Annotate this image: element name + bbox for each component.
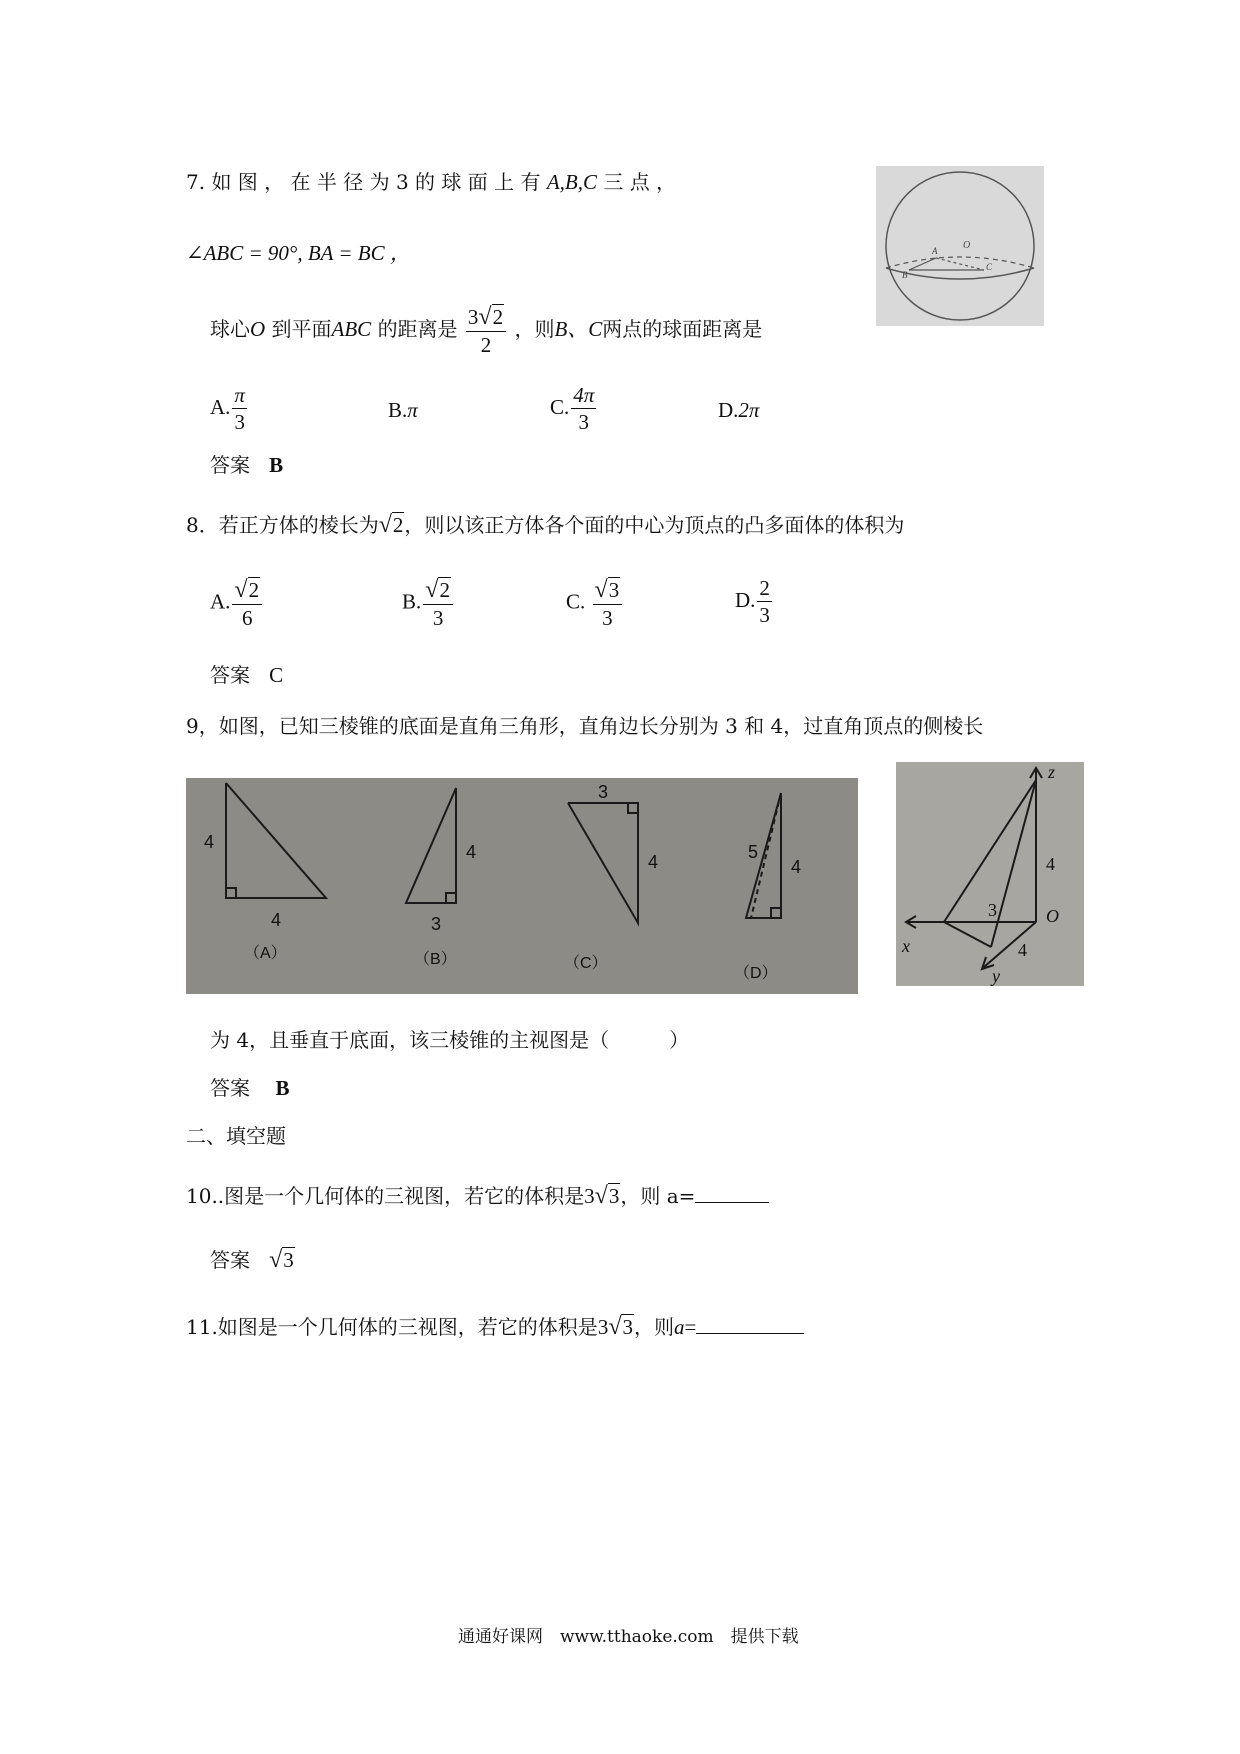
q7-points: A,B,C [546, 170, 597, 194]
svg-text:A: A [932, 246, 938, 256]
svg-text:（D）: （D） [734, 965, 778, 982]
svg-text:z: z [1048, 762, 1056, 782]
q10-stem: 10..图是一个几何体的三视图，若它的体积是3√3，则 a= [186, 1184, 769, 1208]
q7-distance-fraction: $\frac{3√2}{2}$ [466, 305, 506, 356]
svg-text:4: 4 [204, 832, 215, 852]
svg-text:3: 3 [598, 782, 609, 802]
section-title: 二、填空题 [186, 1124, 286, 1148]
q8-option-b: B. $\frac{√2}{3}$ [402, 578, 455, 629]
svg-text:3: 3 [988, 900, 997, 920]
q7-option-d: D.2π [718, 398, 760, 422]
svg-text:4: 4 [791, 857, 802, 877]
q9-pyramid-figure [896, 762, 1084, 986]
svg-text:（B）: （B） [414, 951, 457, 968]
svg-text:4: 4 [1046, 854, 1055, 874]
q7-option-b: B.π [388, 398, 418, 422]
q11-answer-blank[interactable] [696, 1333, 804, 1334]
svg-text:3: 3 [431, 914, 442, 934]
q8-option-d: D. $\frac{2}{3}$ [735, 576, 770, 627]
q8-stem: 8．若正方体的棱长为√2，则以该正方体各个面的中心为顶点的凸多面体的体积为 [186, 512, 905, 538]
q7-stem-line3: 球心O 到平面ABC 的距离是 $\frac{3√2}{2}$ ，则B、C两点的球面距离是 [210, 304, 763, 357]
q8-answer: 答案 C [210, 663, 284, 687]
svg-text:4: 4 [271, 910, 282, 930]
q8-option-c: C. $\frac{√3}{3}$ [566, 578, 624, 629]
svg-text:4: 4 [466, 842, 477, 862]
q10-answer: 答案 √3 [210, 1247, 294, 1273]
svg-text:5: 5 [748, 842, 759, 862]
svg-text:C: C [986, 262, 993, 272]
page-footer: 通通好课网 www.tthaoke.com 提供下载 [458, 1627, 799, 1647]
q7-stem-line1: 7. 如 图 ， 在 半 径 为 3 的 球 面 上 有 A,B,C 三 点 ， [186, 170, 677, 194]
q9-stem-line2: 为 4，且垂直于底面，该三棱锥的主视图是（ ） [210, 1028, 690, 1052]
svg-text:O: O [963, 240, 971, 251]
q7-answer: 答案 B [210, 453, 284, 477]
svg-text:（C）: （C） [564, 955, 608, 972]
q9-stem-line1: 9，如图，已知三棱锥的底面是直角三角形，直角边长分别为 3 和 4，过直角顶点的侧棱长 [186, 714, 984, 738]
svg-text:x: x [902, 936, 910, 956]
svg-text:B: B [902, 270, 908, 280]
svg-text:y: y [992, 966, 1000, 986]
q7-option-c: C. $\frac{4\pi}{3}$ [550, 383, 595, 434]
q11-stem: 11.如图是一个几何体的三视图，若它的体积是3√3，则a= [186, 1315, 804, 1339]
q9-answer: 答案 B [210, 1076, 290, 1100]
q7-condition: ∠ABC = 90°, BA = BC ， [186, 241, 411, 265]
q7-option-a: A. $\frac{\pi}{3}$ [210, 383, 245, 434]
q9-options-figure [186, 778, 858, 994]
sphere-figure [876, 166, 1044, 326]
svg-text:4: 4 [648, 852, 659, 872]
svg-text:4: 4 [1018, 940, 1027, 960]
svg-text:（A）: （A） [244, 945, 287, 962]
svg-text:O: O [1046, 906, 1059, 926]
q8-option-a: A. $\frac{√2}{6}$ [210, 578, 264, 629]
q10-answer-blank[interactable] [695, 1202, 769, 1203]
